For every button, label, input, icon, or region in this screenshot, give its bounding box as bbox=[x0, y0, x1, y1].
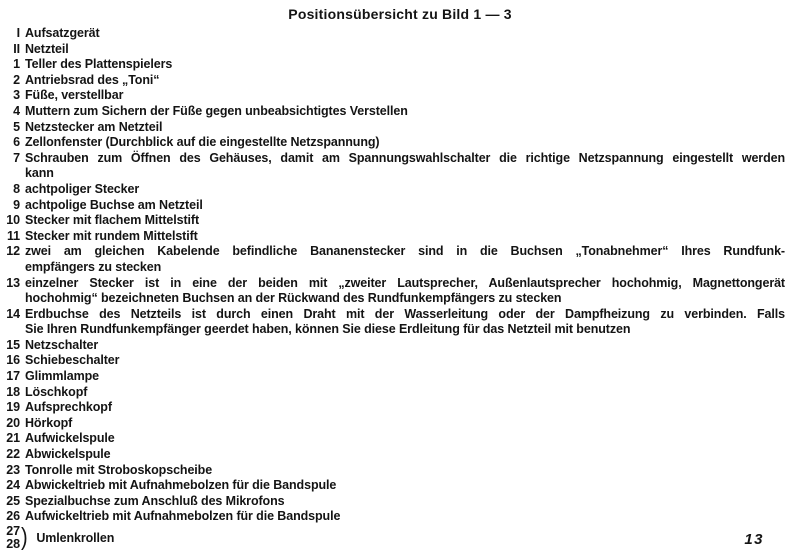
list-item bbox=[0, 198, 800, 214]
item-text-line: Löschkopf bbox=[25, 384, 88, 399]
item-number: 20 bbox=[6, 415, 20, 430]
item-text-line: Füße, verstellbar bbox=[25, 88, 124, 103]
list-item bbox=[0, 120, 800, 136]
item-text-line: kann bbox=[25, 166, 54, 181]
page-title: Positionsübersicht zu Bild 1 — 3 bbox=[288, 6, 512, 22]
item-text-line: empfängers zu stecken bbox=[25, 259, 162, 274]
list-item bbox=[0, 135, 800, 151]
item-number: 23 bbox=[6, 462, 20, 477]
item-text bbox=[25, 509, 785, 525]
item-text-line: Stecker mit flachem Mittelstift bbox=[25, 213, 200, 228]
item-number: 9 bbox=[13, 197, 20, 212]
item-text-line: Netzstecker am Netzteil bbox=[25, 119, 163, 134]
list-item bbox=[0, 338, 800, 354]
item-text-line: Schrauben zum Öffnen des Gehäuses, damit am Spannungswahlschalter die richtige Netzspannung eingestellt werden bbox=[25, 150, 785, 165]
item-text bbox=[25, 120, 785, 136]
item-text-line: Schiebeschalter bbox=[25, 353, 120, 368]
item-text-line: Spezialbuchse zum Anschluß des Mikrofons bbox=[25, 493, 285, 508]
item-number: 2 bbox=[13, 72, 20, 87]
list-item bbox=[0, 213, 800, 229]
item-text-line: einzelner Stecker ist in eine der beiden mit „zweiter Lautsprecher, Außenlautsprecher hochohmig, Magnettongerät bbox=[25, 275, 785, 290]
list-item bbox=[0, 416, 800, 432]
item-number: 3 bbox=[13, 88, 20, 103]
item-text bbox=[25, 353, 785, 369]
brace-icon: ) bbox=[21, 523, 28, 552]
item-text bbox=[25, 104, 785, 120]
item-number: 21 bbox=[6, 431, 20, 446]
list-item bbox=[0, 369, 800, 385]
list-item bbox=[0, 151, 800, 182]
item-number: 26 bbox=[6, 509, 20, 524]
item-text bbox=[25, 213, 785, 229]
grouped-item bbox=[0, 525, 800, 551]
list-item bbox=[0, 447, 800, 463]
item-text bbox=[25, 385, 785, 401]
item-text-line: Teller des Plattenspielers bbox=[25, 57, 173, 72]
item-number: 19 bbox=[6, 400, 20, 415]
list-item bbox=[0, 182, 800, 198]
item-number: 12 bbox=[6, 244, 20, 259]
item-number: 11 bbox=[6, 228, 20, 243]
item-number: 22 bbox=[6, 447, 20, 462]
list-item bbox=[0, 385, 800, 401]
item-text-line: Abwickeltrieb mit Aufnahmebolzen für die Bandspule bbox=[25, 478, 337, 493]
list-item bbox=[0, 244, 800, 275]
item-number: 10 bbox=[6, 213, 20, 228]
list-item bbox=[0, 463, 800, 479]
item-number: 8 bbox=[13, 181, 20, 196]
item-text-line: Tonrolle mit Stroboskopscheibe bbox=[25, 462, 213, 477]
item-text bbox=[25, 276, 785, 307]
item-number: 24 bbox=[6, 478, 20, 493]
item-text bbox=[25, 338, 785, 354]
item-text-line: Aufwickelspule bbox=[25, 431, 115, 446]
item-number: 5 bbox=[13, 119, 20, 134]
item-text bbox=[25, 307, 785, 338]
list-item bbox=[0, 229, 800, 245]
item-text bbox=[25, 135, 785, 151]
grouped-item-numbers bbox=[0, 525, 20, 551]
list-item bbox=[0, 307, 800, 338]
item-number: 18 bbox=[6, 384, 20, 399]
item-text bbox=[25, 88, 785, 104]
item-text bbox=[25, 494, 785, 510]
item-text-line: Abwickelspule bbox=[25, 447, 111, 462]
item-text bbox=[25, 42, 785, 58]
item-text bbox=[25, 463, 785, 479]
item-number: II bbox=[13, 41, 20, 56]
item-text bbox=[25, 151, 785, 182]
item-text-line: Antriebsrad des „Toni“ bbox=[25, 72, 160, 87]
item-text bbox=[25, 26, 785, 42]
item-text bbox=[25, 229, 785, 245]
item-text-line: hochohmig“ bezeichneten Buchsen an der Rückwand des Rundfunkempfängers zu stecken bbox=[25, 291, 562, 306]
item-text-line: Aufsatzgerät bbox=[25, 26, 100, 40]
item-text bbox=[25, 416, 785, 432]
item-text-line: achtpoliger Stecker bbox=[25, 181, 140, 196]
list-item bbox=[0, 353, 800, 369]
item-text-line: Netzschalter bbox=[25, 337, 99, 352]
item-text bbox=[25, 182, 785, 198]
item-text-line: Zellonfenster (Durchblick auf die eingestellte Netzspannung) bbox=[25, 135, 380, 150]
list-item bbox=[0, 400, 800, 416]
item-number: 27 bbox=[6, 524, 20, 538]
page-number: 13 bbox=[744, 531, 764, 548]
item-number: 4 bbox=[13, 103, 20, 118]
item-text bbox=[25, 447, 785, 463]
item-number: 13 bbox=[6, 275, 20, 290]
item-number: 7 bbox=[13, 150, 20, 165]
item-text-line: Sie Ihren Rundfunkempfänger geerdet haben, können Sie diese Erdleitung für das Netzteil mit benutzen bbox=[25, 322, 631, 337]
list-item bbox=[0, 431, 800, 447]
item-text-line: Stecker mit rundem Mittelstift bbox=[25, 228, 198, 243]
list-item bbox=[0, 478, 800, 494]
list-item bbox=[0, 494, 800, 510]
item-text: Umlenkrollen bbox=[36, 530, 115, 545]
item-text bbox=[25, 244, 785, 275]
list-item bbox=[0, 26, 800, 42]
item-text bbox=[25, 369, 785, 385]
item-number: 1 bbox=[13, 57, 20, 72]
item-number: 25 bbox=[6, 493, 20, 508]
list-item bbox=[0, 73, 800, 89]
item-text bbox=[25, 198, 785, 214]
item-text bbox=[25, 57, 785, 73]
item-number: 28 bbox=[6, 536, 20, 551]
item-text bbox=[25, 73, 785, 89]
item-text-line: Aufsprechkopf bbox=[25, 400, 112, 415]
item-text bbox=[25, 400, 785, 416]
item-number: 6 bbox=[13, 135, 20, 150]
item-number: 14 bbox=[6, 306, 20, 321]
list-item bbox=[0, 88, 800, 104]
list-item bbox=[0, 57, 800, 73]
item-text-line: Netzteil bbox=[25, 41, 69, 56]
position-list bbox=[0, 26, 800, 525]
list-item bbox=[0, 509, 800, 525]
item-text-line: achtpolige Buchse am Netzteil bbox=[25, 197, 203, 212]
list-item bbox=[0, 276, 800, 307]
list-item bbox=[0, 104, 800, 120]
item-text-line: Hörkopf bbox=[25, 415, 73, 430]
item-text bbox=[25, 431, 785, 447]
item-text bbox=[25, 478, 785, 494]
item-text-line: Erdbuchse des Netzteils ist durch einen Draht mit der Wasserleitung oder der Dampfheizung zu verbinden. Falls bbox=[25, 306, 785, 321]
item-number: I bbox=[16, 26, 20, 40]
item-number: 15 bbox=[6, 337, 20, 352]
item-text-line: zwei am gleichen Kabelende befindliche Bananenstecker sind in die Buchsen „Tonabnehmer“ Ihres Rundfunk- bbox=[25, 244, 785, 259]
item-number: 17 bbox=[6, 369, 20, 384]
item-text-line: Muttern zum Sichern der Füße gegen unbeabsichtigtes Verstellen bbox=[25, 103, 408, 118]
item-text-line: Aufwickeltrieb mit Aufnahmebolzen für die Bandspule bbox=[25, 509, 341, 524]
list-item bbox=[0, 42, 800, 58]
item-number: 16 bbox=[6, 353, 20, 368]
item-text-line: Glimmlampe bbox=[25, 369, 100, 384]
